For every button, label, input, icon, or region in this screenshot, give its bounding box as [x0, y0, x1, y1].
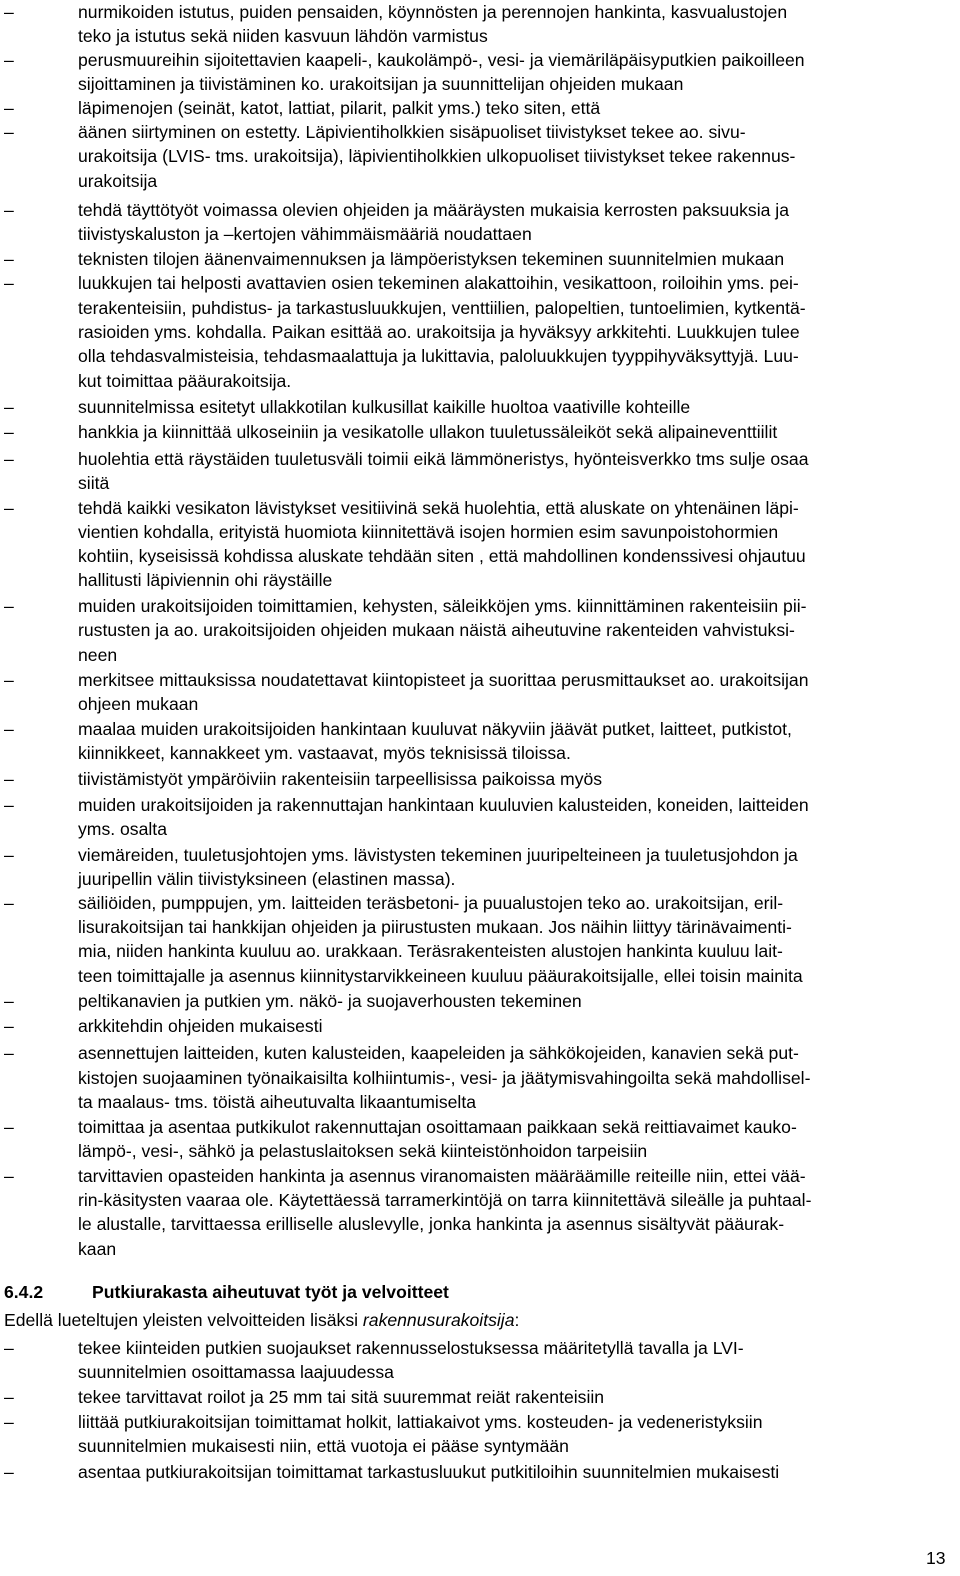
text-line: suunnitelmien mukaisesti niin, että vuotoja ei pääse syntymään	[78, 1436, 569, 1456]
text-line: muiden urakoitsijoiden toimittamien, kehysten, säleikköjen yms. kiinnittäminen rakenteisiin pii-	[78, 596, 807, 616]
text-line: yms. osalta	[78, 819, 167, 839]
text-line: teen toimittajalle ja asennus kiinnitystarvikkeineen kuuluu pääurakoitsijalle, ellei toisin mainita	[78, 966, 803, 986]
text-line: suunnitelmien osoittamassa laajuudessa	[78, 1362, 394, 1382]
text-line: kaan	[78, 1239, 117, 1259]
text-line: tekee tarvittavat roilot ja 25 mm tai sitä suuremmat reiät rakenteisiin	[78, 1387, 605, 1407]
text-line: toimittaa ja asentaa putkikulot rakennuttajan osoittamaan paikkaan sekä reittiavaimet kauko-	[78, 1117, 797, 1137]
section-number: 6.4.2	[4, 1282, 44, 1302]
bullet-dash: –	[4, 422, 14, 442]
text-line: peltikanavien ja putkien ym. näkö- ja suojaverhousten tekeminen	[78, 991, 582, 1011]
bullet-dash: –	[4, 1462, 14, 1482]
text-line: merkitsee mittauksissa noudatettavat kiintopisteet ja suorittaa perusmittaukset ao. urakoitsijan	[78, 670, 809, 690]
bullet-dash: –	[4, 273, 14, 293]
text-line: asennettujen laitteiden, kuten kalusteiden, kaapeleiden ja sähkökojeiden, kanavien sekä put-	[78, 1043, 799, 1063]
text-line: kiinnikkeet, kannakkeet ym. vastaavat, myös teknisissä tiloissa.	[78, 743, 571, 763]
text-line: ta maalaus- tms. töistä aiheutuvalta likaantumiselta	[78, 1092, 477, 1112]
text-line: viemäreiden, tuuletusjohtojen yms. lävistysten tekeminen juuripelteineen ja tuuletusjohdon ja	[78, 845, 798, 865]
text-line: sijoittaminen ja tiivistäminen ko. urakoitsijan ja suunnittelijan ohjeiden mukaan	[78, 74, 684, 94]
bullet-dash: –	[4, 893, 14, 913]
text-line: tiivistyskaluston ja –kertojen vähimmäismääriä noudattaen	[78, 224, 532, 244]
bullet-dash: –	[4, 1117, 14, 1137]
bullet-dash: –	[4, 200, 14, 220]
text-line: tekee kiinteiden putkien suojaukset rakennusselostuksessa määritetyllä tavalla ja LVI-	[78, 1338, 744, 1358]
text-line: rin-käsitysten vaaraa ole. Käytettäessä tarramerkintöjä on tarra kiinnitettävä sileälle ja puhtaal-	[78, 1190, 812, 1210]
text-line: vientien kohdalla, erityistä huomiota kiinnitettävä isojen hormien esim savunpoistohormien	[78, 522, 779, 542]
text-line: perusmuureihin sijoitettavien kaapeli-, kaukolämpö-, vesi- ja viemäriläpäisyputkien paikoilleen	[78, 50, 805, 70]
text-line: kistojen suojaaminen työnaikaisilta kolhiintumis-, vesi- ja jäätymisvahingoilta sekä mahdollisel-	[78, 1068, 811, 1088]
text-line: hankkia ja kiinnittää ulkoseiniin ja vesikatolle ullakon tuuletussäleiköt sekä alipaineventtiilit	[78, 422, 778, 442]
text-line: ohjeen mukaan	[78, 694, 199, 714]
text-line: tehdä kaikki vesikaton lävistykset vesitiivinä sekä huolehtia, että aluskate on yhtenäinen läpi-	[78, 498, 799, 518]
text-line: lisurakoitsijan tai hankkijan ohjeiden ja piirustusten mukaan. Jos näihin liittyy tärinävaimenti-	[78, 917, 792, 937]
text-line: rustusten ja ao. urakoitsijoiden ohjeiden mukaan näistä aiheutuvine rakenteiden vahvistuksi-	[78, 620, 795, 640]
text-line: urakoitsija	[78, 171, 158, 191]
intro-paragraph	[4, 1310, 519, 1330]
bullet-dash: –	[4, 991, 14, 1011]
text-line: huolehtia että räystäiden tuuletusväli toimii eikä lämmöneristys, hyönteisverkko tms sulje osaa	[78, 449, 809, 469]
bullet-dash: –	[4, 98, 14, 118]
bullet-dash: –	[4, 249, 14, 269]
text-line: läpimenojen (seinät, katot, lattiat, pilarit, palkit yms.) teko siten, että	[78, 98, 601, 118]
text-line: hallitusti läpiviennin ohi räystäille	[78, 570, 333, 590]
text-line: kohtiin, kyseisissä kohdissa aluskate tehdään siten , että mahdollinen kondenssivesi ohjautuu	[78, 546, 806, 566]
text-line: arkkitehdin ohjeiden mukaisesti	[78, 1016, 323, 1036]
bullet-dash: –	[4, 845, 14, 865]
bullet-dash: –	[4, 1166, 14, 1186]
bullet-dash: –	[4, 596, 14, 616]
bullet-dash: –	[4, 2, 14, 22]
text-line: urakoitsija (LVIS- tms. urakoitsija), läpivientiholkkien ulkopuoliset tiivistykset tekee rakennus-	[78, 146, 796, 166]
text-line: terakenteisiin, puhdistus- ja tarkastusluukkujen, venttiilien, palopeltien, tuntoelimien, kytkentä-	[78, 298, 806, 318]
text-line: tarvittavien opasteiden hankinta ja asennus viranomaisten määräämille reiteille niin, ettei vää-	[78, 1166, 806, 1186]
text-line: teknisten tilojen äänenvaimennuksen ja lämpöeristyksen tekeminen suunnitelmien mukaan	[78, 249, 785, 269]
intro-prefix: Edellä lueteltujen yleisten velvoitteiden lisäksi	[4, 1310, 363, 1330]
text-line: siitä	[78, 473, 110, 493]
bullet-dash: –	[4, 1043, 14, 1063]
text-line: suunnitelmissa esitetyt ullakkotilan kulkusillat kaikille huoltoa vaativille kohteille	[78, 397, 691, 417]
text-line: neen	[78, 645, 118, 665]
bullet-dash: –	[4, 498, 14, 518]
bullet-dash: –	[4, 397, 14, 417]
text-line: le alustalle, tarvittaessa erilliselle aluslevylle, jonka hankinta ja asennus sisältyvät pääurak-	[78, 1214, 785, 1234]
text-line: olla tehdasvalmisteisia, tehdasmaalattuja ja lukittavia, paloluukkujen tyyppihyväksyttyjä. Luu-	[78, 346, 799, 366]
bullet-dash: –	[4, 670, 14, 690]
text-line: mia, niiden hankinta kuuluu ao. urakkaan. Teräsrakenteisten alustojen hankinta kuuluu lait-	[78, 941, 783, 961]
text-line: asentaa putkiurakoitsijan toimittamat tarkastusluukut putkitiloihin suunnitelmien mukaisesti	[78, 1462, 780, 1482]
text-line: tehdä täyttötyöt voimassa olevien ohjeiden ja määräysten mukaisia kerrosten paksuuksia ja	[78, 200, 789, 220]
text-line: maalaa muiden urakoitsijoiden hankintaan kuuluvat näkyviin jäävät putket, laitteet, putkistot,	[78, 719, 792, 739]
text-line: liittää putkiurakoitsijan toimittamat holkit, lattiakaivot yms. kosteuden- ja vedeneristyksiin	[78, 1412, 763, 1432]
bullet-dash: –	[4, 50, 14, 70]
text-line: juuripellin välin tiivistyksineen (elastinen massa).	[78, 869, 456, 889]
text-line: äänen siirtyminen on estetty. Läpivientiholkkien sisäpuoliset tiivistykset tekee ao. sivu-	[78, 122, 746, 142]
text-line: tiivistämistyöt ympäröiviin rakenteisiin tarpeellisissa paikoissa myös	[78, 769, 603, 789]
text-line: luukkujen tai helposti avattavien osien tekeminen alakattoihin, vesikattoon, roiloihin yms. pei-	[78, 273, 799, 293]
text-line: teko ja istutus sekä niiden kasvuun lähdön varmistus	[78, 26, 488, 46]
bullet-dash: –	[4, 449, 14, 469]
text-line: nurmikoiden istutus, puiden pensaiden, köynnösten ja perennojen hankinta, kasvualustojen	[78, 2, 788, 22]
text-line: säiliöiden, pumppujen, ym. laitteiden teräsbetoni- ja puualustojen teko ao. urakoitsijan, eril-	[78, 893, 784, 913]
bullet-dash: –	[4, 1016, 14, 1036]
intro-suffix: :	[514, 1310, 520, 1330]
text-line: lämpö-, vesi-, sähkö ja pelastuslaitoksen sekä kiinteistönhoidon tarpeisiin	[78, 1141, 648, 1161]
text-line: rasioiden yms. kohdalla. Paikan esittää ao. urakoitsija ja hyväksyy arkkitehti. Luukkujen tulee	[78, 322, 800, 342]
text-line: kut toimittaa pääurakoitsija.	[78, 371, 292, 391]
bullet-dash: –	[4, 1338, 14, 1358]
section-title: Putkiurakasta aiheutuvat työt ja velvoitteet	[92, 1282, 449, 1302]
intro-emphasis: rakennusurakoitsija	[362, 1310, 515, 1330]
bullet-dash: –	[4, 795, 14, 815]
bullet-dash: –	[4, 122, 14, 142]
bullet-dash: –	[4, 1387, 14, 1407]
text-line: muiden urakoitsijoiden ja rakennuttajan hankintaan kuuluvien kalusteiden, koneiden, laitteiden	[78, 795, 809, 815]
page-number: 13	[926, 1548, 946, 1568]
bullet-dash: –	[4, 719, 14, 739]
bullet-dash: –	[4, 769, 14, 789]
bullet-dash: –	[4, 1412, 14, 1432]
